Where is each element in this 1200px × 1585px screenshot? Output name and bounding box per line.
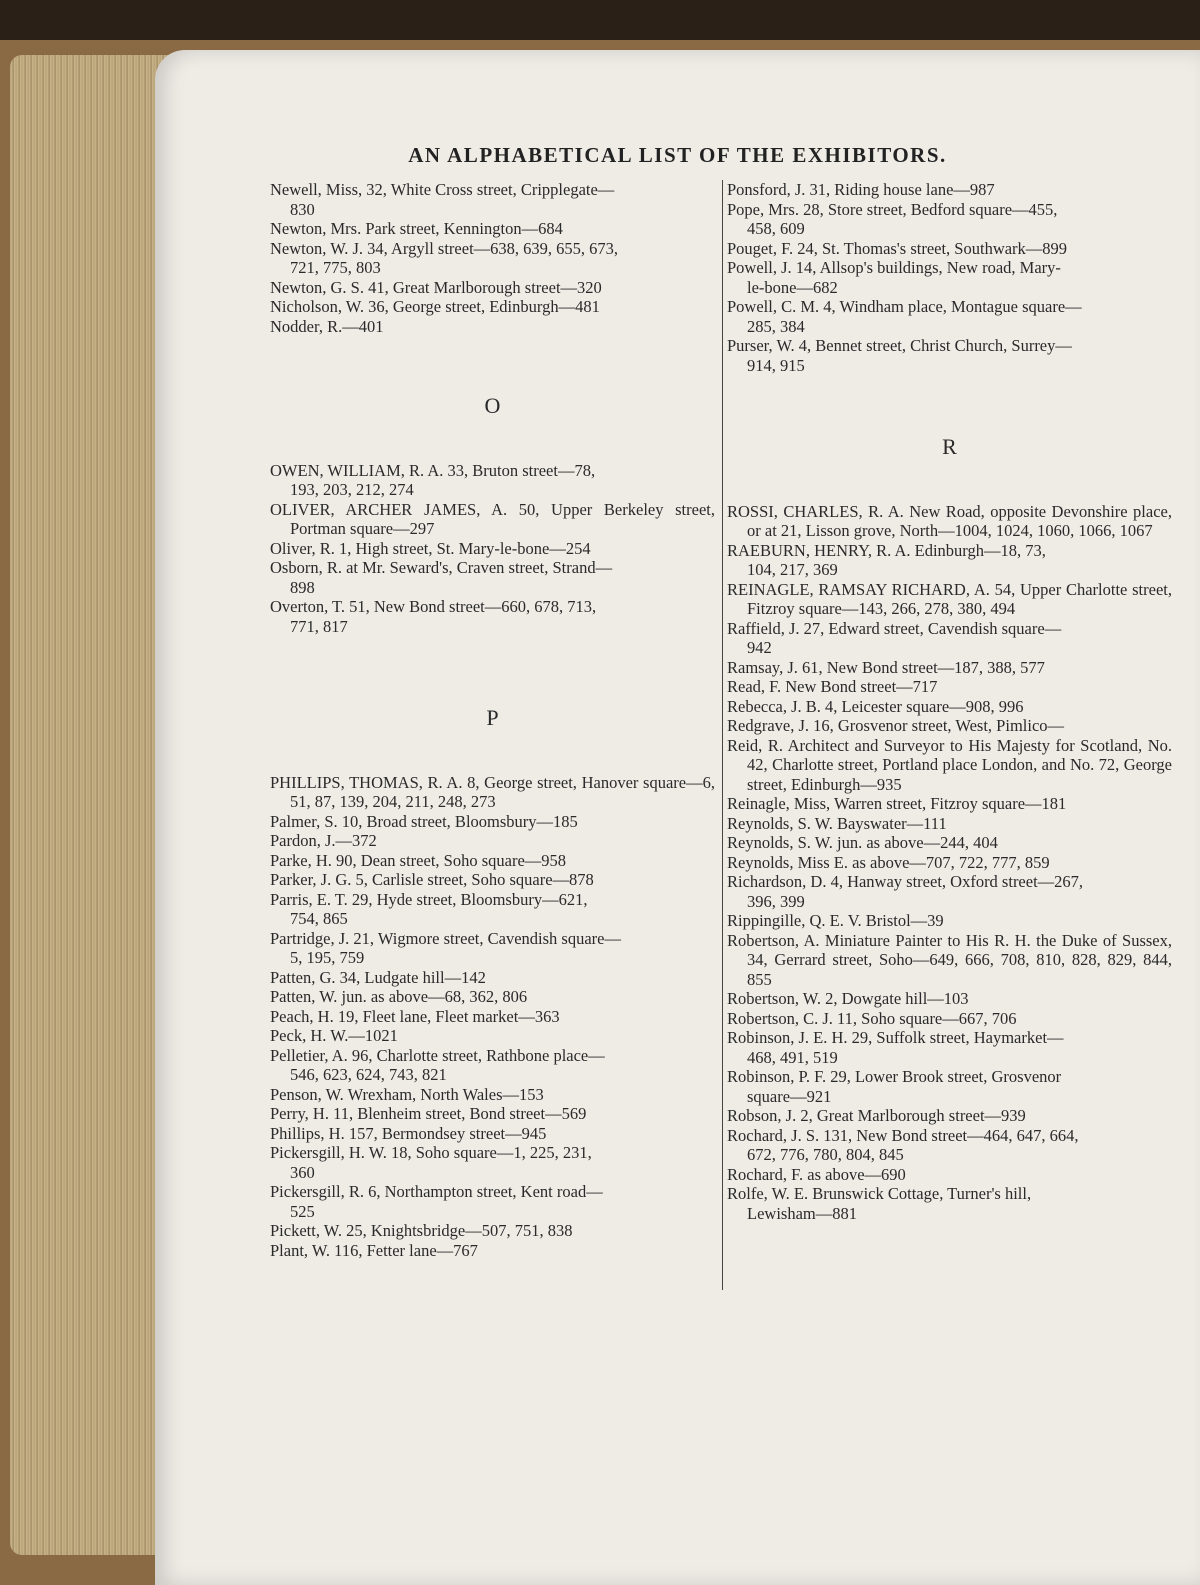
exhibitor-entry: Robinson, J. E. H. 29, Suffolk street, Haymarket— 468, 491, 519 [727,1028,1064,1067]
exhibitor-entry: Newton, G. S. 41, Great Marlborough street—320 [270,277,602,297]
exhibitor-entry: Rochard, J. S. 131, New Bond street—464, 647, 664, 672, 776, 780, 804, 845 [727,1125,1079,1164]
column-divider [722,180,723,1290]
exhibitor-entry: Patten, W. jun. as above—68, 362, 806 [270,987,528,1006]
page-edges [10,55,170,1555]
exhibitor-entry: Nodder, R.—401 [270,316,384,336]
exhibitor-entry: OWEN, WILLIAM, R. A. 33, Bruton street—78, 193, 203, 212, 274 [270,460,596,499]
exhibitor-entry: Pickersgill, R. 6, Northampton street, Kent road— 525 [270,1182,603,1221]
exhibitor-entry: Reynolds, S. W. jun. as above—244, 404 [727,833,998,852]
exhibitor-entry: Powell, J. 14, Allsop's buildings, New road, Mary- le-bone—682 [727,258,1061,297]
exhibitor-entry: RAEBURN, HENRY, R. A. Edinburgh—18, 73, 104, 217, 369 [727,540,1046,579]
exhibitor-entry: Penson, W. Wrexham, North Wales—153 [270,1084,544,1104]
exhibitor-entry: Ponsford, J. 31, Riding house lane—987 [727,180,995,199]
book-page [155,50,1200,1585]
exhibitor-entry: Raffield, J. 27, Edward street, Cavendish square— 942 [727,618,1062,657]
exhibitor-entry: Parker, J. G. 5, Carlisle street, Soho square—878 [270,870,594,889]
exhibitor-entry: Perry, H. 11, Blenheim street, Bond street—569 [270,1104,587,1123]
exhibitor-entry: Pope, Mrs. 28, Store street, Bedford square—455, 458, 609 [727,199,1058,238]
exhibitor-entry: PHILLIPS, THOMAS, R. A. 8, George street, Hanover square—6, 51, 87, 139, 204, 211, 248, 273 [270,772,715,811]
exhibitor-entry: Pickett, W. 25, Knightsbridge—507, 751, 838 [270,1221,573,1240]
exhibitor-entry: Reynolds, S. W. Bayswater—111 [727,813,947,833]
exhibitor-entry: Newton, W. J. 34, Argyll street—638, 639, 655, 673, 721, 775, 803 [270,238,619,277]
exhibitor-entry: Patten, G. 34, Ludgate hill—142 [270,967,486,987]
exhibitor-entry: Reinagle, Miss, Warren street, Fitzroy square—181 [727,794,1067,813]
exhibitor-entry: Oliver, R. 1, High street, St. Mary-le-bone—254 [270,538,591,558]
exhibitor-entry: Pouget, F. 24, St. Thomas's street, Southwark—899 [727,238,1068,258]
exhibitor-entry: Reynolds, Miss E. as above—707, 722, 777, 859 [727,852,1050,872]
exhibitor-entry: Robertson, C. J. 11, Soho square—667, 706 [727,1008,1017,1028]
exhibitor-entry: Plant, W. 116, Fetter lane—767 [270,1240,478,1260]
exhibitor-entry: Parke, H. 90, Dean street, Soho square—958 [270,850,567,870]
page-title: AN ALPHABETICAL LIST OF THE EXHIBITORS. [408,143,947,167]
exhibitor-entry: Powell, C. M. 4, Windham place, Montague square— 285, 384 [727,297,1082,336]
exhibitor-entry: Reid, R. Architect and Surveyor to His Majesty for Scotland, No. 42, Charlotte street, Portland place London, and No. 72, George street, Edinburgh—935 [727,735,1172,794]
exhibitor-entry: Nicholson, W. 36, George street, Edinburgh—481 [270,297,600,316]
exhibitor-entry: Newton, Mrs. Park street, Kennington—684 [270,219,563,238]
exhibitor-entry: Redgrave, J. 16, Grosvenor street, West, Pimlico— [727,716,1065,735]
exhibitor-entry: Parris, E. T. 29, Hyde street, Bloomsbury—621, 754, 865 [270,889,588,928]
section-letter-r: R [942,434,957,459]
exhibitor-entry: Pelletier, A. 96, Charlotte street, Rathbone place— 546, 623, 624, 743, 821 [270,1045,605,1084]
exhibitor-entry: Rolfe, W. E. Brunswick Cottage, Turner's hill, Lewisham—881 [727,1184,1032,1223]
exhibitor-entry: Read, F. New Bond street—717 [727,677,938,696]
right-column [727,180,1172,1223]
left-column [270,180,715,1260]
exhibitor-entry: Purser, W. 4, Bennet street, Christ Church, Surrey— 914, 915 [727,336,1072,375]
exhibitor-entry: Osborn, R. at Mr. Seward's, Craven street, Strand— 898 [270,558,613,597]
exhibitor-entry: Overton, T. 51, New Bond street—660, 678, 713, 771, 817 [270,597,597,636]
exhibitor-entry: Rippingille, Q. E. V. Bristol—39 [727,911,944,930]
exhibitor-entry: Palmer, S. 10, Broad street, Bloomsbury—185 [270,811,578,831]
exhibitor-entry: OLIVER, ARCHER JAMES, A. 50, Upper Berkeley street, Portman square—297 [270,499,715,538]
exhibitor-entry: Partridge, J. 21, Wigmore street, Cavendish square— 5, 195, 759 [270,928,621,967]
exhibitor-entry: Robertson, W. 2, Dowgate hill—103 [727,989,969,1008]
exhibitor-entry: REINAGLE, RAMSAY RICHARD, A. 54, Upper Charlotte street, Fitzroy square—143, 266, 278, 380, 494 [727,579,1172,618]
exhibitor-entry: Robson, J. 2, Great Marlborough street—939 [727,1106,1026,1125]
exhibitor-entry: Richardson, D. 4, Hanway street, Oxford street—267, 396, 399 [727,872,1084,911]
exhibitor-entry: Peck, H. W.—1021 [270,1026,398,1045]
exhibitor-entry: Pardon, J.—372 [270,831,377,850]
exhibitor-entry: Robinson, P. F. 29, Lower Brook street, Grosvenor square—921 [727,1067,1062,1106]
exhibitor-entry: Rochard, F. as above—690 [727,1164,906,1184]
section-letter-p: P [486,705,499,730]
exhibitor-entry: Newell, Miss, 32, White Cross street, Cripplegate— 830 [270,180,615,219]
exhibitor-entry: ROSSI, CHARLES, R. A. New Road, opposite Devonshire place, or at 21, Lisson grove, North—1004, 1024, 1060, 1066, 1067 [727,501,1172,540]
exhibitor-entry: Rebecca, J. B. 4, Leicester square—908, 996 [727,696,1024,716]
exhibitor-entry: Phillips, H. 157, Bermondsey street—945 [270,1123,547,1143]
exhibitor-entry: Peach, H. 19, Fleet lane, Fleet market—363 [270,1006,560,1026]
section-letter-o: O [484,393,501,418]
exhibitor-entry: Ramsay, J. 61, New Bond street—187, 388, 577 [727,657,1045,677]
exhibitor-entry: Robertson, A. Miniature Painter to His R. H. the Duke of Sussex, 34, Gerrard street, Soho—649, 666, 708, 810, 828, 829, 844, 855 [727,930,1172,989]
exhibitor-entry: Pickersgill, H. W. 18, Soho square—1, 225, 231, 360 [270,1143,592,1182]
